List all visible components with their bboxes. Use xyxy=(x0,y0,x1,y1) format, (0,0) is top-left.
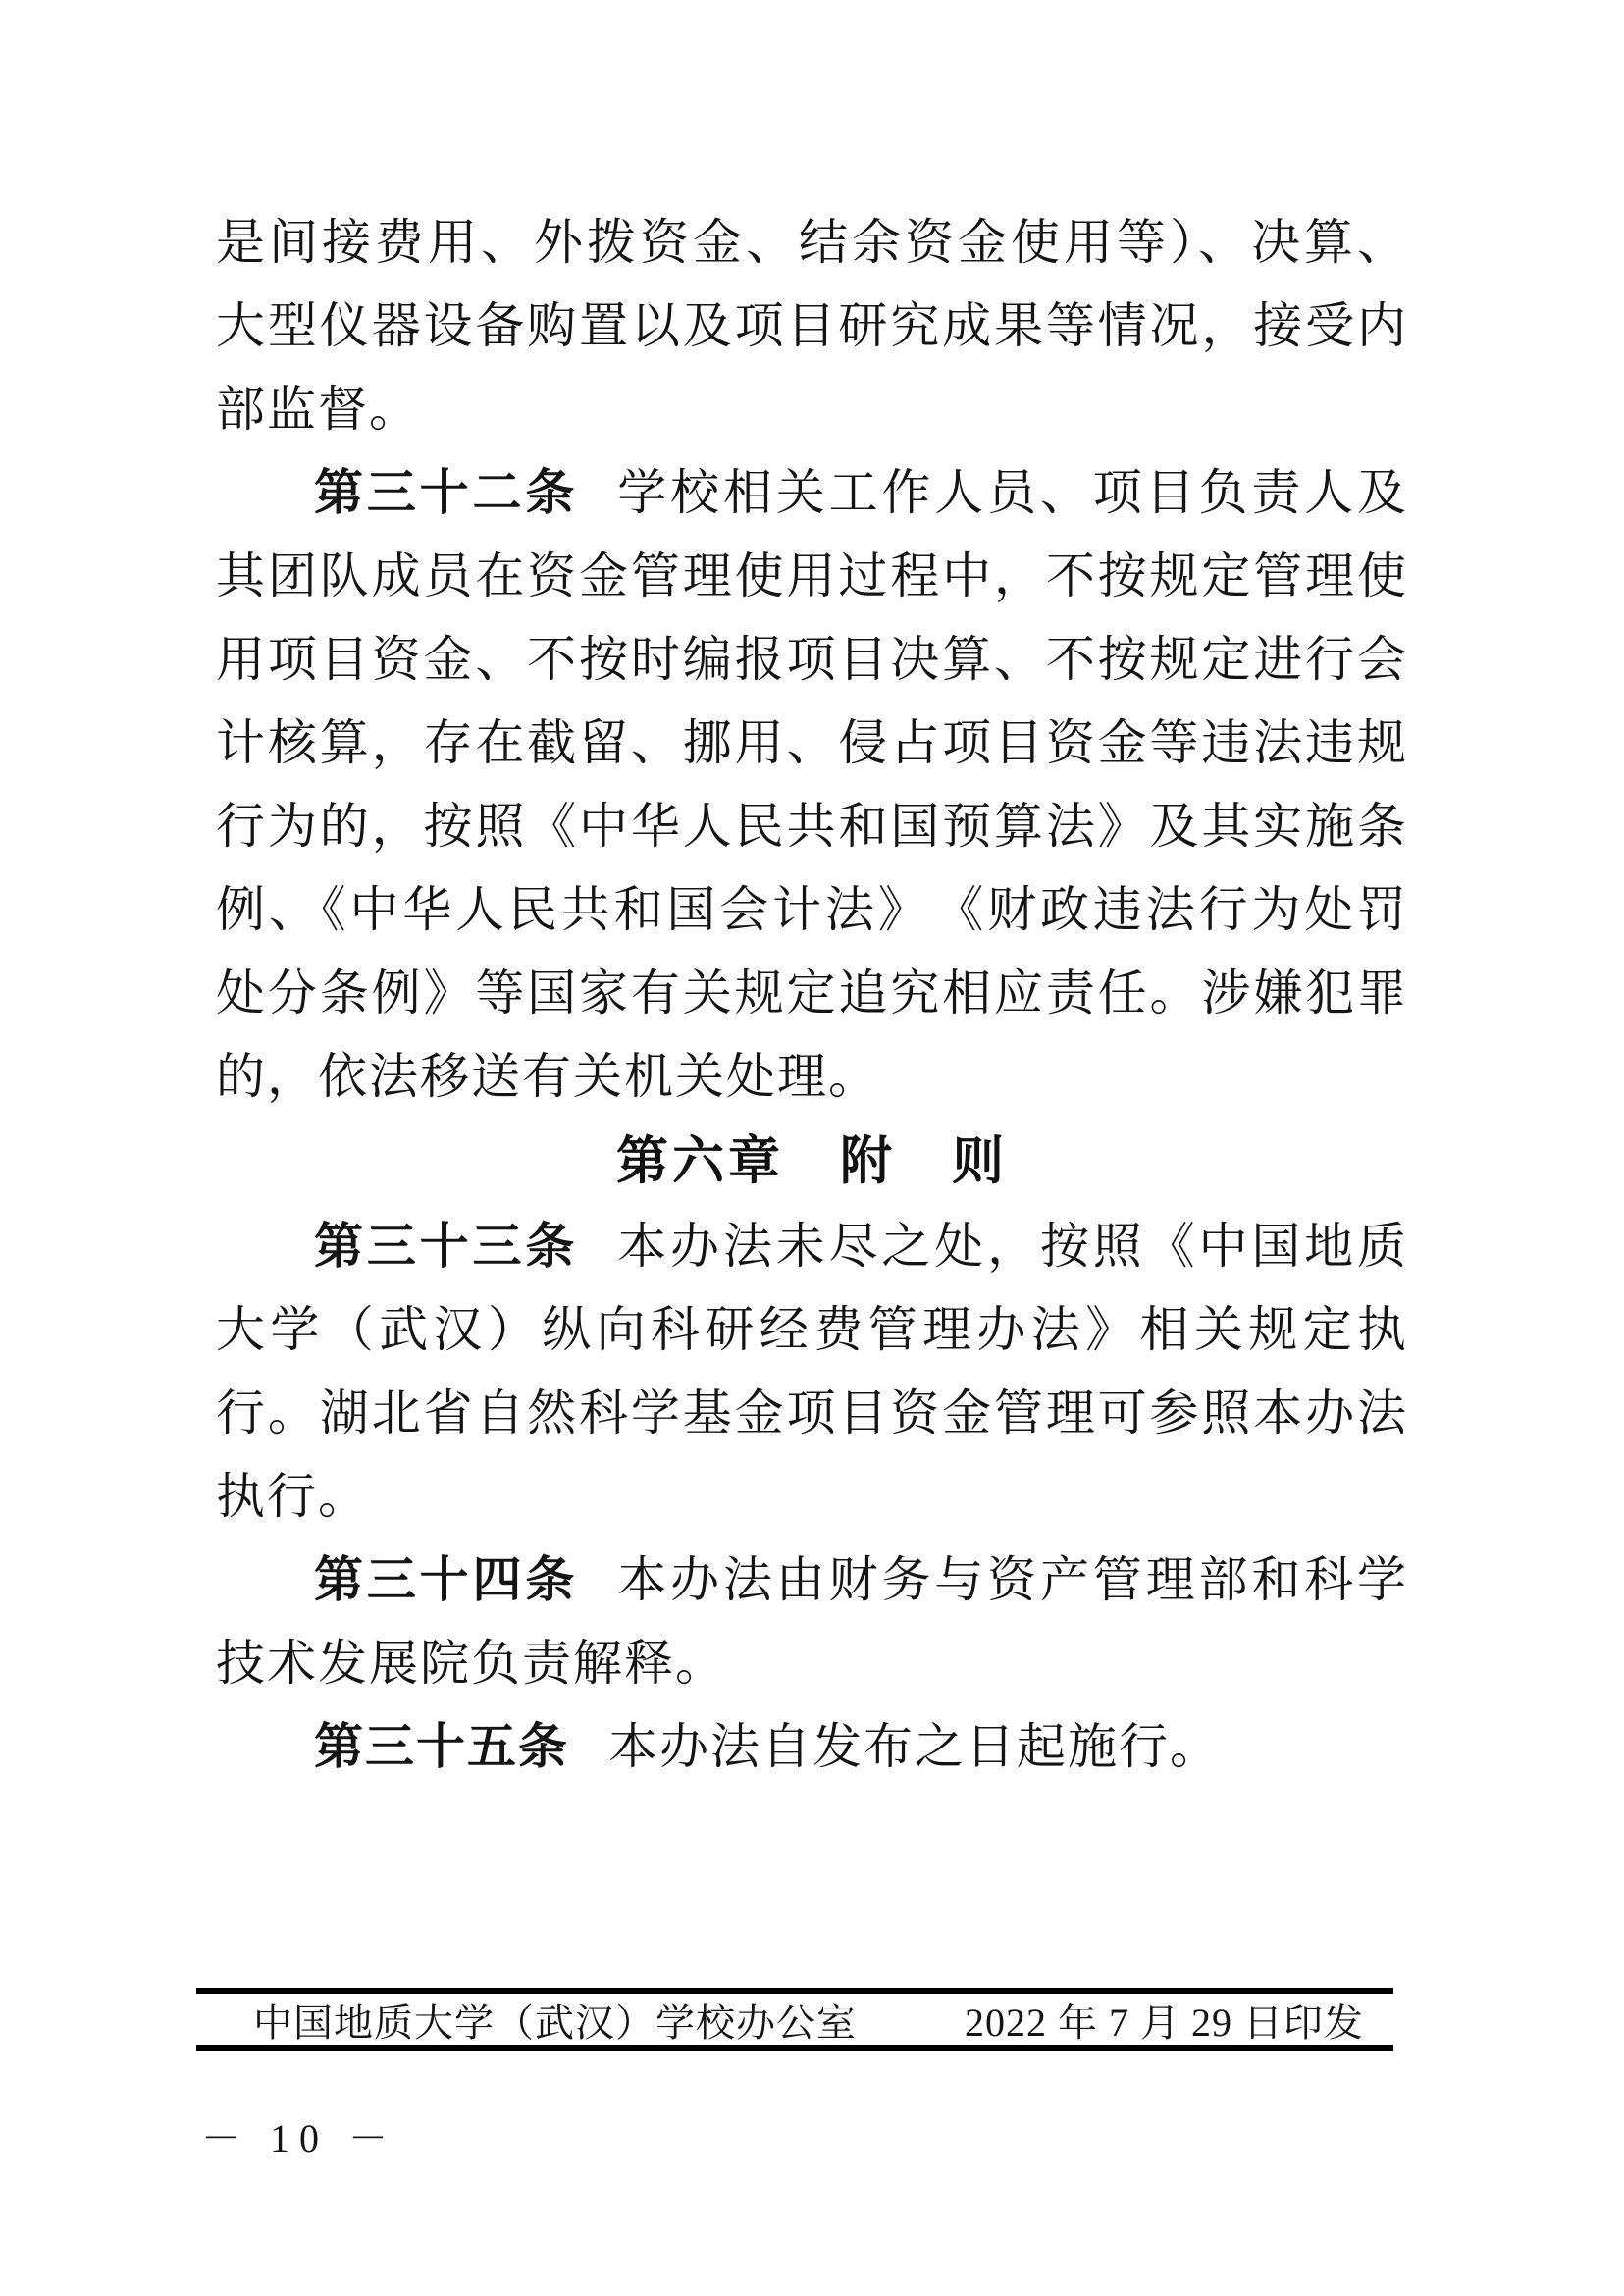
chapter-6-heading: 第六章 附 则 xyxy=(616,1133,1008,1190)
article-33-text: 本办法未尽之处，按照《中国地质大学（武汉）纵向科研经费管理办法》相关规定执行。湖北省自然科学基金项目资金管理可参照本办法执行。 xyxy=(216,1219,1409,1524)
paragraph-article-32 xyxy=(216,451,1408,1119)
paragraph-article-34 xyxy=(216,1539,1408,1705)
article-32-label: 第三十二条 xyxy=(314,465,579,520)
article-35-text: 本办法自发布之日起施行。 xyxy=(608,1719,1221,1774)
footer-issuer: 中国地质大学（武汉）学校办公室 xyxy=(253,2000,857,2045)
article-34-label: 第三十四条 xyxy=(314,1552,579,1607)
footer-issue-date: 2022 年 7 月 29 日印发 xyxy=(965,2000,1364,2045)
paragraph-continuation xyxy=(216,201,1408,451)
page-number: － 10 － xyxy=(201,2116,397,2161)
paragraph-article-35 xyxy=(216,1705,1408,1789)
paragraph-continuation-text: 是间接费用、外拨资金、结余资金使用等）、决算、大型仪器设备购置以及项目研究成果等情况，接受内部监督。 xyxy=(216,215,1408,437)
footer-row xyxy=(196,1994,1393,2045)
article-33-label: 第三十三条 xyxy=(314,1219,579,1274)
article-35-label: 第三十五条 xyxy=(314,1719,569,1774)
article-34-text: 本办法由财务与资产管理部和科学技术发展院负责解释。 xyxy=(216,1552,1409,1691)
document-body xyxy=(216,201,1408,1789)
footer-rule-bottom xyxy=(196,2045,1393,2051)
article-32-text: 学校相关工作人员、项目负责人及其团队成员在资金管理使用过程中，不按规定管理使用项目资金、不按时编报项目决算、不按规定进行会计核算，存在截留、挪用、侵占项目资金等违法违规行为的，按照《中华人民共和国预算法》及其实施条例、《中华人民共和国会计法》 《财政违法行为处罚处分条例》等国家有关规定追究相应责任。涉嫌犯罪的，依法移送有关机关处理。 xyxy=(216,465,1409,1104)
paragraph-article-33 xyxy=(216,1205,1408,1539)
